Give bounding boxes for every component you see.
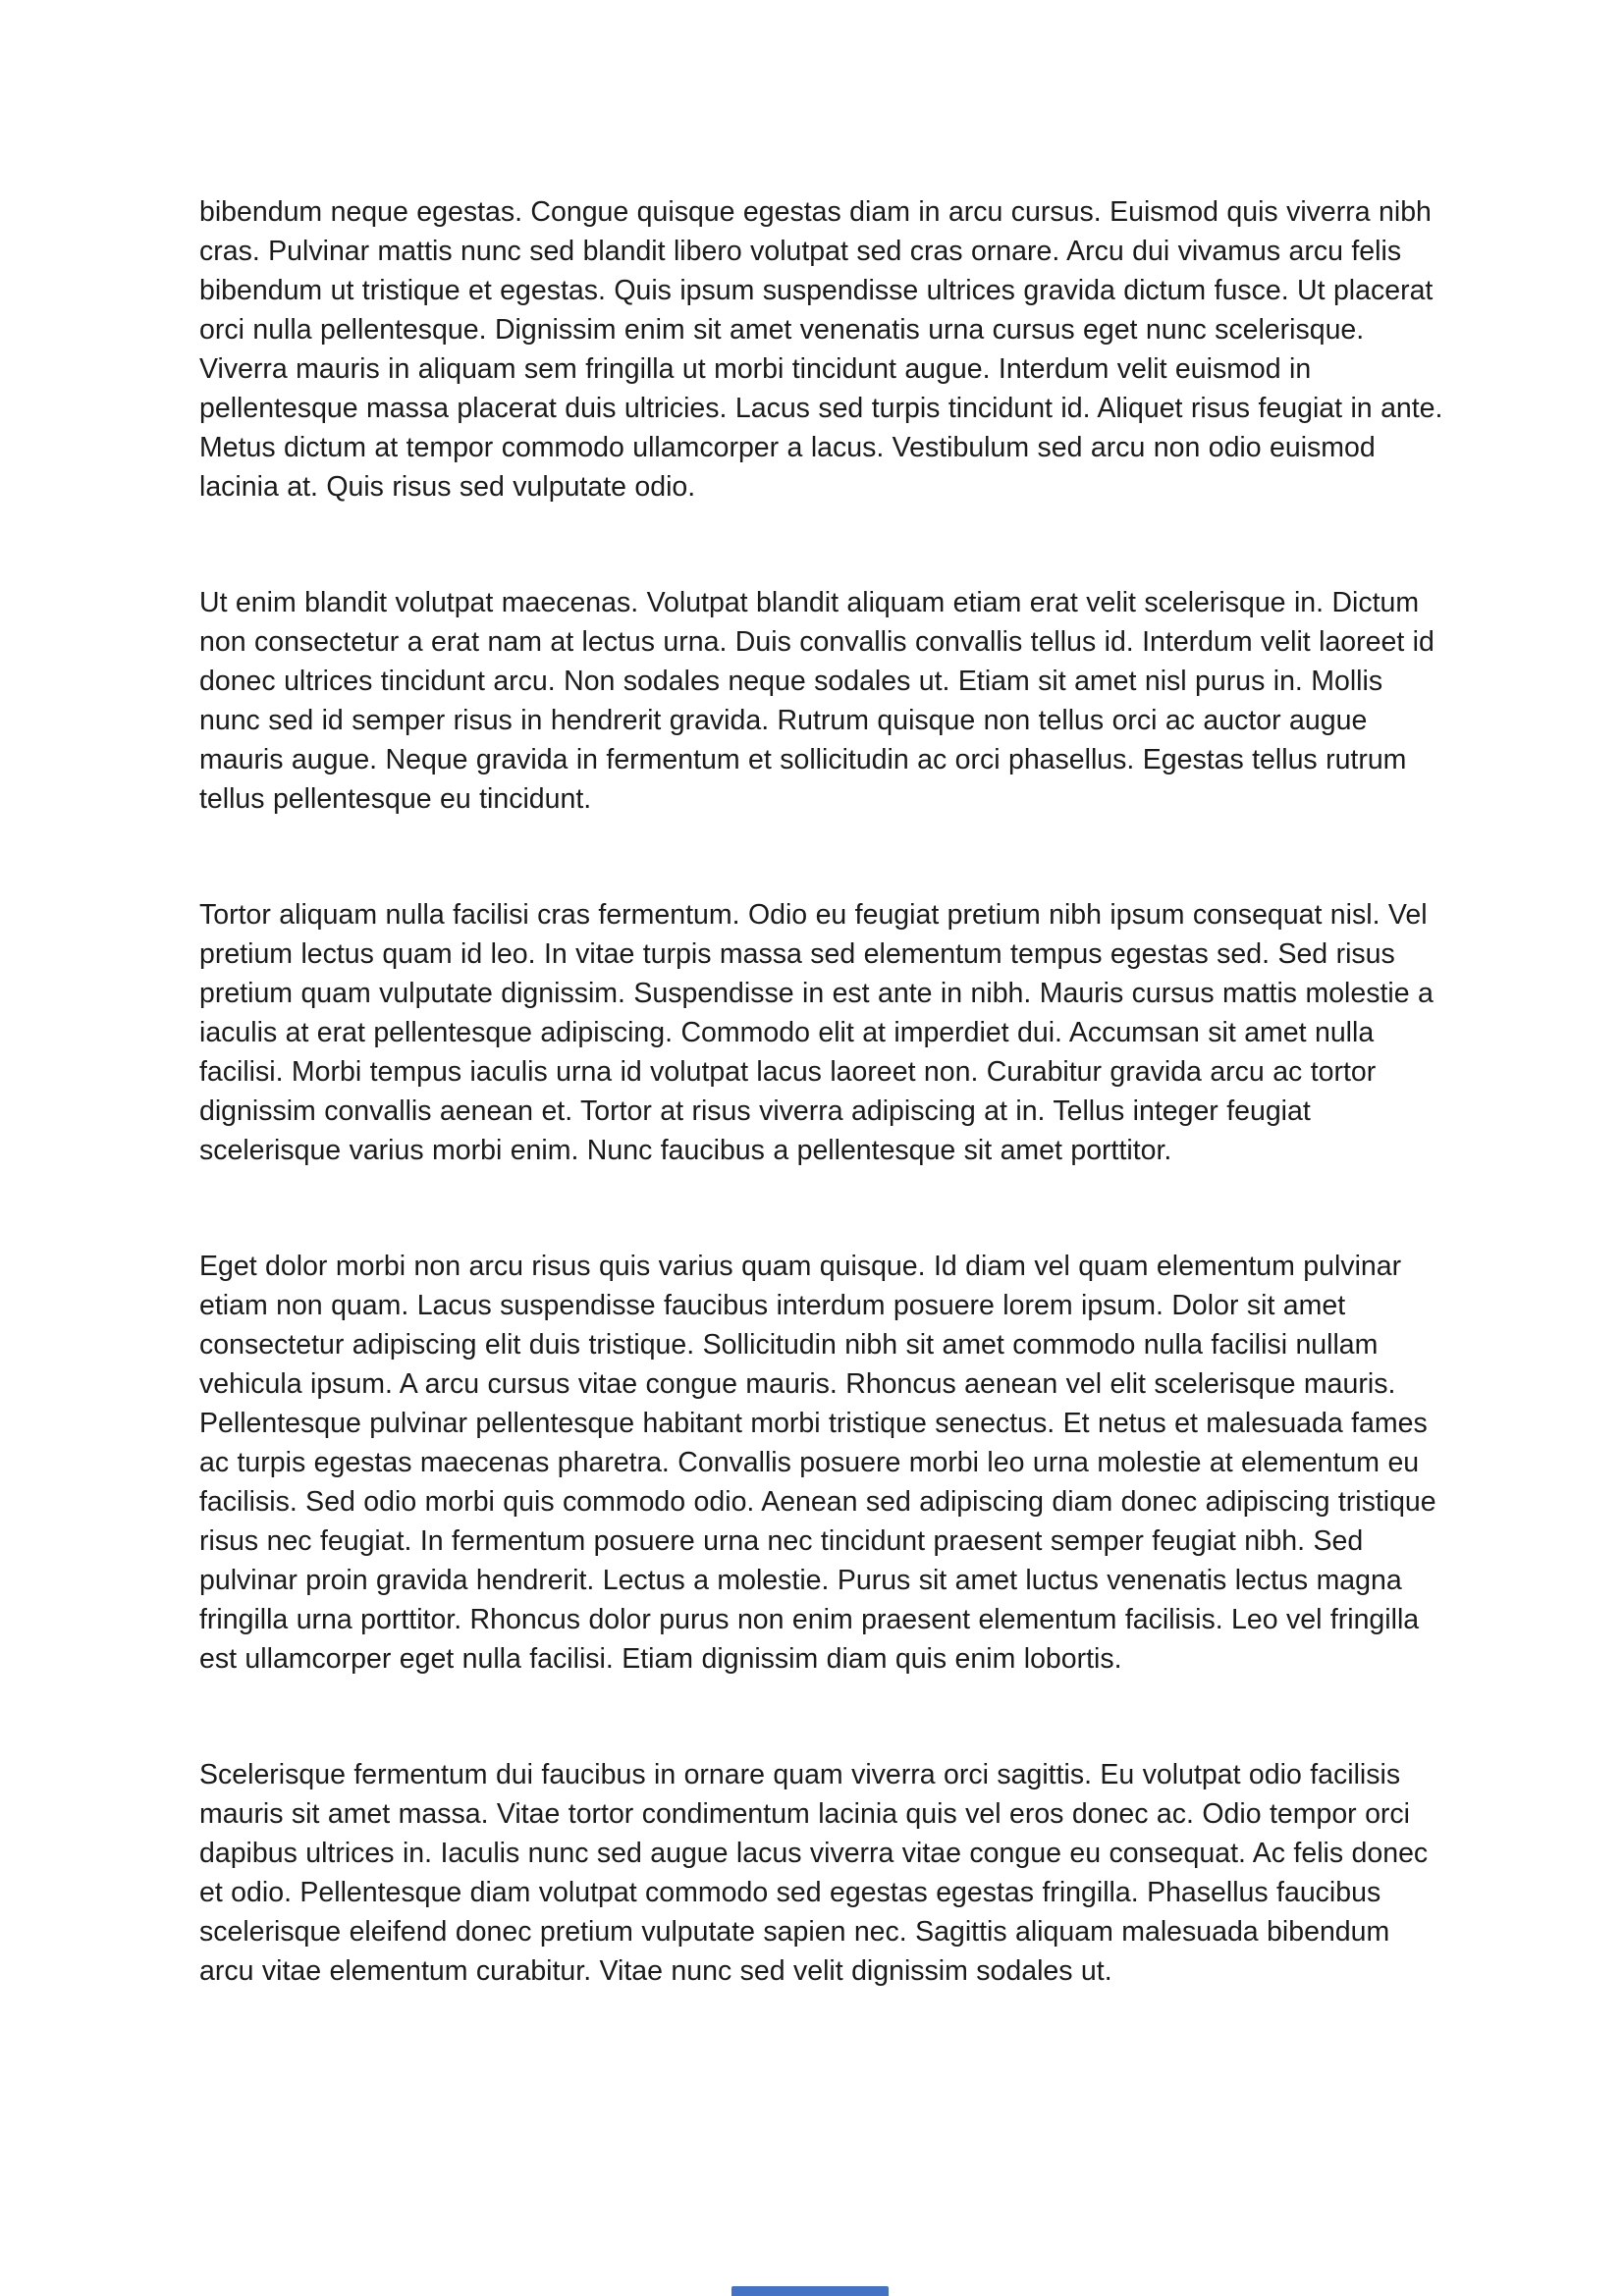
paragraph-1: bibendum neque egestas. Congue quisque egestas diam in arcu cursus. Euismod quis viverra nibh cras. Pulvinar mattis nunc sed blandit libero volutpat sed cras ornare. Arcu dui vivamus arcu felis bibendum ut tristique et egestas. Quis ipsum suspendisse ultrices gravida dictum fusce. Ut placerat orci nulla pellentesque. Dignissim enim sit amet venenatis urna cursus eget nunc scelerisque. Viverra mauris in aliquam sem fringilla ut morbi tincidunt augue. Interdum velit euismod in pellentesque massa placerat duis ultricies. Lacus sed turpis tincidunt id. Aliquet risus feugiat in ante. Metus dictum at tempor commodo ullamcorper a lacus. Vestibulum sed arcu non odio euismod lacinia at. Quis risus sed vulputate odio.	[199, 196, 1443, 503]
paragraph-5: Scelerisque fermentum dui faucibus in ornare quam viverra orci sagittis. Eu volutpat odio facilisis mauris sit amet massa. Vitae tortor condimentum lacinia quis vel eros donec ac. Odio tempor orci dapibus ultrices in. Iaculis nunc sed augue lacus viverra vitae congue eu consequat. Ac felis donec et odio. Pellentesque diam volutpat commodo sed egestas egestas fringilla. Phasellus faucibus scelerisque eleifend donec pretium vulputate sapien nec. Sagittis aliquam malesuada bibendum arcu vitae elementum curabitur. Vitae nunc sed velit dignissim sodales ut.	[199, 1759, 1429, 1987]
paragraph-2: Ut enim blandit volutpat maecenas. Volutpat blandit aliquam etiam erat velit scelerisque in. Dictum non consectetur a erat nam at lectus urna. Duis convallis convallis tellus id. Interdum velit laoreet id donec ultrices tincidunt arcu. Non sodales neque sodales ut. Etiam sit amet nisl purus in. Mollis nunc sed id semper risus in hendrerit gravida. Rutrum quisque non tellus orci ac auctor augue mauris augue. Neque gravida in fermentum et sollicitudin ac orci phasellus. Egestas tellus rutrum tellus pellentesque eu tincidunt.	[199, 587, 1435, 815]
paragraph-4: Eget dolor morbi non arcu risus quis varius quam quisque. Id diam vel quam elementum pulvinar etiam non quam. Lacus suspendisse faucibus interdum posuere lorem ipsum. Dolor sit amet consectetur adipiscing elit duis tristique. Sollicitudin nibh sit amet commodo nulla facilisi nullam vehicula ipsum. A arcu cursus vitae congue mauris. Rhoncus aenean vel elit scelerisque mauris. Pellentesque pulvinar pellentesque habitant morbi tristique senectus. Et netus et malesuada fames ac turpis egestas maecenas pharetra. Convallis posuere morbi leo urna molestie at elementum eu facilisis. Sed odio morbi quis commodo odio. Aenean sed adipiscing diam donec adipiscing tristique risus nec feugiat. In fermentum posuere urna nec tincidunt praesent semper feugiat nibh. Sed pulvinar proin gravida hendrerit. Lectus a molestie. Purus sit amet luctus venenatis lectus magna fringilla urna porttitor. Rhoncus dolor purus non enim praesent elementum facilisis. Leo vel fringilla est ullamcorper eget nulla facilisi. Etiam dignissim diam quis enim lobortis.	[199, 1251, 1436, 1675]
paragraph-3: Tortor aliquam nulla facilisi cras fermentum. Odio eu feugiat pretium nibh ipsum consequat nisl. Vel pretium lectus quam id leo. In vitae turpis massa sed elementum tempus egestas sed. Sed risus pretium quam vulputate dignissim. Suspendisse in est ante in nibh. Mauris cursus mattis molestie a iaculis at erat pellentesque adipiscing. Commodo elit at imperdiet dui. Accumsan sit amet nulla facilisi. Morbi tempus iaculis urna id volutpat lacus laoreet non. Curabitur gravida arcu ac tortor dignissim convallis aenean et. Tortor at risus viverra adipiscing at in. Tellus integer feugiat scelerisque varius morbi enim. Nunc faucibus a pellentesque sit amet porttitor.	[199, 899, 1434, 1166]
text-block	[199, 192, 1446, 2067]
next-page-blue-element	[731, 2286, 889, 2296]
